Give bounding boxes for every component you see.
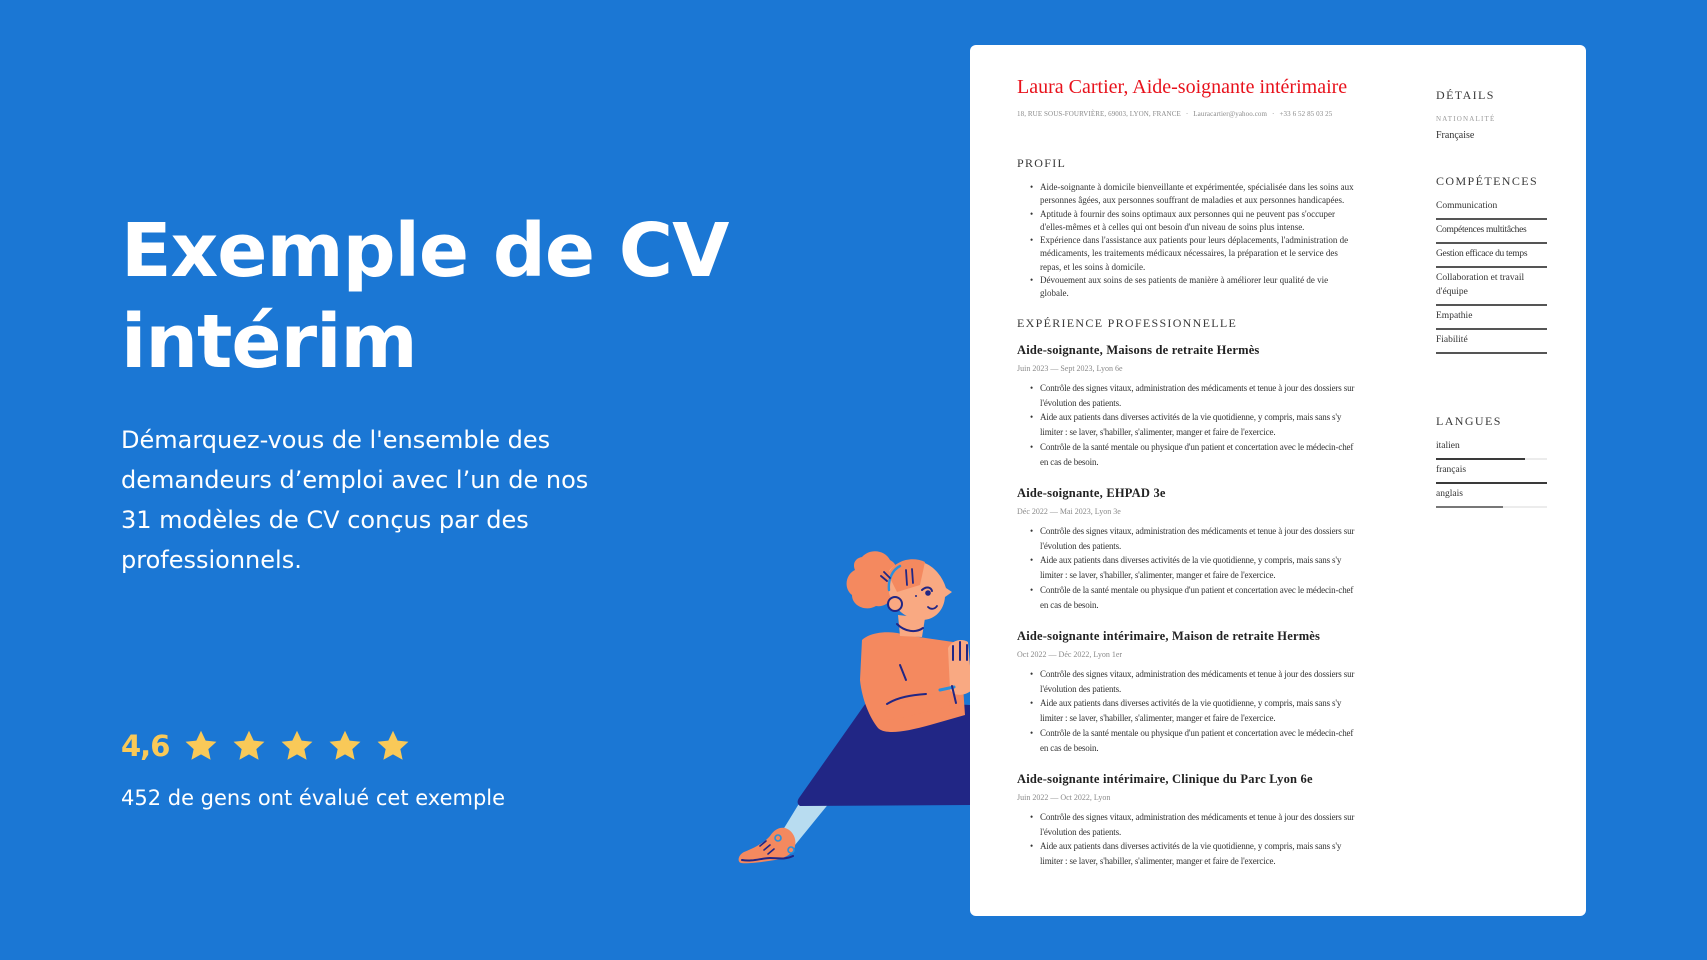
section-heading-languages: LANGUES [1436,414,1502,428]
job-entry [1017,343,1357,469]
skill-item [1436,244,1547,268]
page-title-line2: intérim [121,299,417,385]
list-item: • Expérience dans l'assistance aux patients pour leurs déplacements, l'administration de médicaments, les traitements médicaux nécessaires, la préparation et le service des repas, et les soins à domicile. [1017,234,1355,274]
contact-email: Lauracartier@yahoo.com [1193,110,1268,118]
job-date: Juin 2022 — Oct 2022, Lyon [1017,793,1111,802]
language-label: anglais [1436,489,1463,499]
star-icon [327,728,363,764]
list-item: • Dévouement aux soins de ses patients de manière à améliorer leur qualité de vie globale. [1017,274,1355,301]
job-title: Aide-soignante intérimaire, Clinique du Parc Lyon 6e [1017,772,1313,786]
list-item: • Aide aux patients dans diverses activités de la vie quotidienne, y compris, mais sans s'y limiter : se laver, s'habiller, s'alimenter, manger et faire de l'exercice. [1017,696,1355,725]
star-icon [279,728,315,764]
resume-contact [1017,110,1332,118]
skill-item [1436,220,1547,244]
job-date: Oct 2022 — Déc 2022, Lyon 1er [1017,650,1123,659]
contact-separator: · [1185,110,1189,118]
language-item [1436,484,1547,508]
skill-item [1436,306,1547,330]
job-bullets [1017,810,1355,869]
resume-name: Laura Cartier, Aide-soignante intérimaire [1017,76,1348,98]
job-bullets [1017,381,1355,469]
language-item [1436,460,1547,484]
section-heading-skills: COMPÉTENCES [1436,174,1539,188]
job-title: Aide-soignante, EHPAD 3e [1017,486,1166,500]
contact-phone: +33 6 52 85 03 25 [1279,110,1333,118]
list-item: • Aptitude à fournir des soins optimaux aux personnes qui ne peuvent pas s'occuper d'elles-mêmes et à celles qui ont besoin d'un niveau de soins plus intense. [1017,208,1355,235]
skill-label: Empathie [1436,311,1473,321]
skill-label: Fiabilité [1436,335,1468,345]
list-item: • Aide aux patients dans diverses activités de la vie quotidienne, y compris, mais sans s'y limiter : se laver, s'habiller, s'alimenter, manger et faire de l'exercice. [1017,410,1355,439]
hero-subtitle: Démarquez-vous de l'ensemble des demandeurs d’emploi avec l’un de nos 31 modèles de CV conçus par des professionnels. [121,426,589,574]
list-item: • Contrôle de la santé mentale ou physique d'un patient et concertation avec le médecin-chef en cas de besoin. [1017,726,1355,755]
job-bullets [1017,667,1355,755]
list-item: • Contrôle de la santé mentale ou physique d'un patient et concertation avec le médecin-chef en cas de besoin. [1017,440,1355,469]
job-title: Aide-soignante, Maisons de retraite Hermès [1017,343,1260,357]
skill-item [1436,196,1547,220]
section-heading-profile: PROFIL [1017,156,1067,170]
language-label: français [1436,465,1467,475]
list-item: • Aide aux patients dans diverses activités de la vie quotidienne, y compris, mais sans s'y limiter : se laver, s'habiller, s'alimenter, manger et faire de l'exercice. [1017,839,1355,868]
rating-count: 452 de gens ont évalué cet exemple [121,786,506,810]
contact-separator: · [1272,110,1275,118]
page-title [121,206,728,388]
list-item: • Contrôle de la santé mentale ou physique d'un patient et concertation avec le médecin-chef en cas de besoin. [1017,583,1355,612]
skill-item [1436,330,1547,354]
skill-level-bar [1436,352,1547,354]
page-title-line1: Exemple de CV [121,208,729,294]
skill-label: Communication [1436,201,1498,211]
job-entry [1017,772,1357,869]
skill-label: Compétences multitâches [1436,225,1527,235]
star-icon [183,728,219,764]
resume-preview[interactable] [970,45,1586,916]
list-item: • Contrôle des signes vitaux, administration des médicaments et tenue à jour des dossiers sur l'évolution des patients. [1017,667,1355,696]
skill-label: Collaboration et travail d'équipe [1436,273,1525,297]
section-heading-experience: EXPÉRIENCE PROFESSIONNELLE [1017,316,1238,330]
job-date: Juin 2023 — Sept 2023, Lyon 6e [1017,364,1123,373]
job-entry [1017,486,1357,612]
profile-bullets [1017,181,1355,301]
list-item: • Contrôle des signes vitaux, administration des médicaments et tenue à jour des dossiers sur l'évolution des patients. [1017,810,1355,839]
list-item: • Aide aux patients dans diverses activités de la vie quotidienne, y compris, mais sans s'y limiter : se laver, s'habiller, s'alimenter, manger et faire de l'exercice. [1017,553,1355,582]
contact-address: 18, RUE SOUS-FOURVIÈRE, 69003, LYON, FRANCE [1017,110,1181,118]
woman-illustration [730,540,990,880]
job-bullets [1017,524,1355,612]
list-item: • Contrôle des signes vitaux, administration des médicaments et tenue à jour des dossiers sur l'évolution des patients. [1017,524,1355,553]
star-icon [375,728,411,764]
language-item [1436,436,1547,460]
section-heading-details: DÉTAILS [1436,88,1495,102]
list-item: • Aide-soignante à domicile bienveillante et expérimentée, spécialisée dans les soins aux personnes âgées, aux personnes souffrant de maladies et aux personnes handicapées. [1017,181,1355,208]
job-title: Aide-soignante intérimaire, Maison de retraite Hermès [1017,629,1321,643]
skill-label: Gestion efficace du temps [1436,249,1528,259]
language-label: italien [1436,441,1460,451]
rating-value: 4,6 [121,729,170,763]
rating-stars [183,728,411,764]
skill-item [1436,268,1547,306]
rating [121,728,411,764]
nationality-value: Française [1436,130,1475,141]
language-level-bar [1436,506,1547,508]
list-item: • Contrôle des signes vitaux, administration des médicaments et tenue à jour des dossiers sur l'évolution des patients. [1017,381,1355,410]
job-entry [1017,629,1357,755]
job-date: Déc 2022 — Mai 2023, Lyon 3e [1017,507,1121,516]
nationality-label: NATIONALITÉ [1436,115,1496,123]
star-icon [231,728,267,764]
skills-list [1436,196,1547,354]
languages-list [1436,436,1547,508]
